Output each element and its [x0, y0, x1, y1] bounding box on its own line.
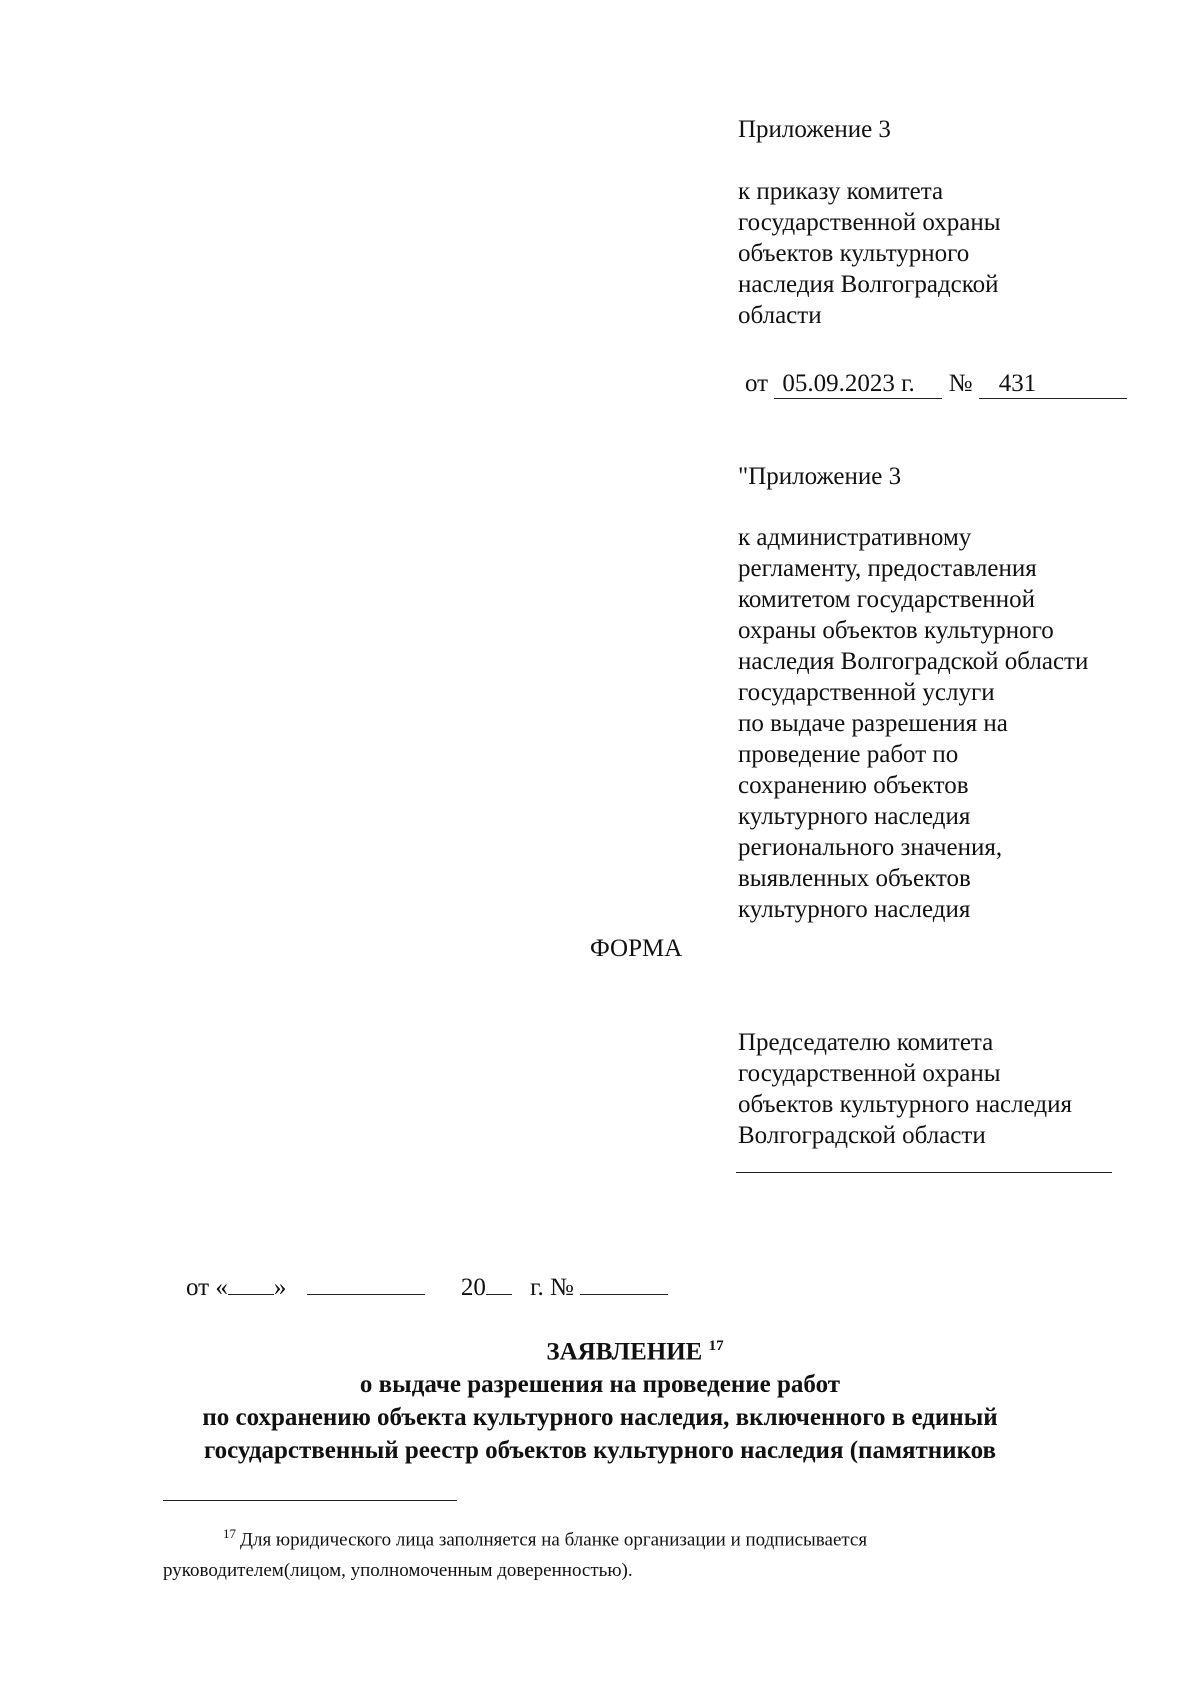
- statement-line: по сохранению объекта культурного наследия, включенного в единый: [202, 1404, 998, 1432]
- regulation-line: к административному: [738, 524, 972, 551]
- order-number-prefix: №: [948, 370, 973, 397]
- order-ref-line: наследия Волгоградской: [738, 271, 999, 298]
- footnote: [163, 1518, 867, 1586]
- regulation-line: охраны объектов культурного: [738, 617, 1054, 644]
- number-label: г. №: [530, 1274, 574, 1301]
- day-blank: [228, 1272, 274, 1295]
- addressee-line: объектов культурного наследия: [738, 1091, 1072, 1118]
- addressee-line: Волгоградской области: [738, 1122, 986, 1149]
- order-date-value: 05.09.2023 г.: [774, 370, 942, 399]
- footnote-line: $^{17}$ Для юридического лица заполняется на бланке организации и подписывается: [223, 1526, 868, 1551]
- appendix-title: Приложение 3: [738, 116, 891, 143]
- footnote-divider: [163, 1500, 457, 1501]
- footnote-mark: 17: [223, 1526, 236, 1541]
- order-date-number: [745, 368, 1127, 399]
- statement-footnote-mark: 17: [708, 1338, 724, 1354]
- statement-heading: [0, 1330, 1200, 1467]
- regulation-line: регионального значения,: [738, 834, 1003, 861]
- addressee-line: государственной охраны: [738, 1060, 1001, 1087]
- regulation-line: сохранению объектов: [738, 772, 969, 799]
- regulation-line: наследия Волгоградской области: [738, 648, 1089, 675]
- regulation-reference: [738, 522, 1088, 925]
- statement-line: государственный реестр объектов культурного наследия (памятников: [203, 1437, 997, 1465]
- order-number-value: 431: [979, 370, 1127, 399]
- month-blank: [307, 1272, 425, 1295]
- date-close-quote: »: [273, 1274, 287, 1301]
- addressee-line: Председателю комитета: [738, 1029, 994, 1056]
- order-ref-line: государственной охраны: [738, 209, 1001, 236]
- regulation-line: культурного наследия: [738, 896, 971, 923]
- number-blank: [580, 1272, 668, 1295]
- order-ref-line: области: [738, 302, 822, 329]
- form-label: ФОРМА: [590, 935, 683, 962]
- year-prefix: 20: [460, 1274, 486, 1301]
- statement-title-row: [0, 1330, 1200, 1368]
- footnote-line: руководителем(лицом, уполномоченным доверенностью).: [163, 1560, 633, 1582]
- statement-line: о выдаче разрешения на проведение работ: [359, 1371, 841, 1399]
- addressee: [738, 1027, 1072, 1151]
- regulation-line: культурного наследия: [738, 803, 971, 830]
- regulation-line: проведение работ по: [738, 741, 959, 768]
- appendix2-title: "Приложение 3: [738, 463, 902, 490]
- regulation-line: регламенту, предоставления: [738, 555, 1037, 582]
- order-date-prefix: от: [745, 370, 769, 397]
- regulation-line: комитетом государственной: [738, 586, 1035, 613]
- application-date-line: [186, 1272, 668, 1302]
- order-ref-line: к приказу комитета: [738, 178, 944, 205]
- regulation-line: выявленных объектов: [738, 865, 971, 892]
- order-ref-line: объектов культурного: [738, 240, 970, 267]
- addressee-blank-line: [736, 1172, 1112, 1173]
- year-blank: [486, 1272, 512, 1295]
- order-reference: [738, 176, 1001, 331]
- regulation-line: по выдаче разрешения на: [738, 710, 1008, 737]
- date-from-label: от «: [186, 1274, 228, 1301]
- regulation-line: государственной услуги: [738, 679, 995, 706]
- statement-title: ЗАЯВЛЕНИЕ: [546, 1338, 703, 1366]
